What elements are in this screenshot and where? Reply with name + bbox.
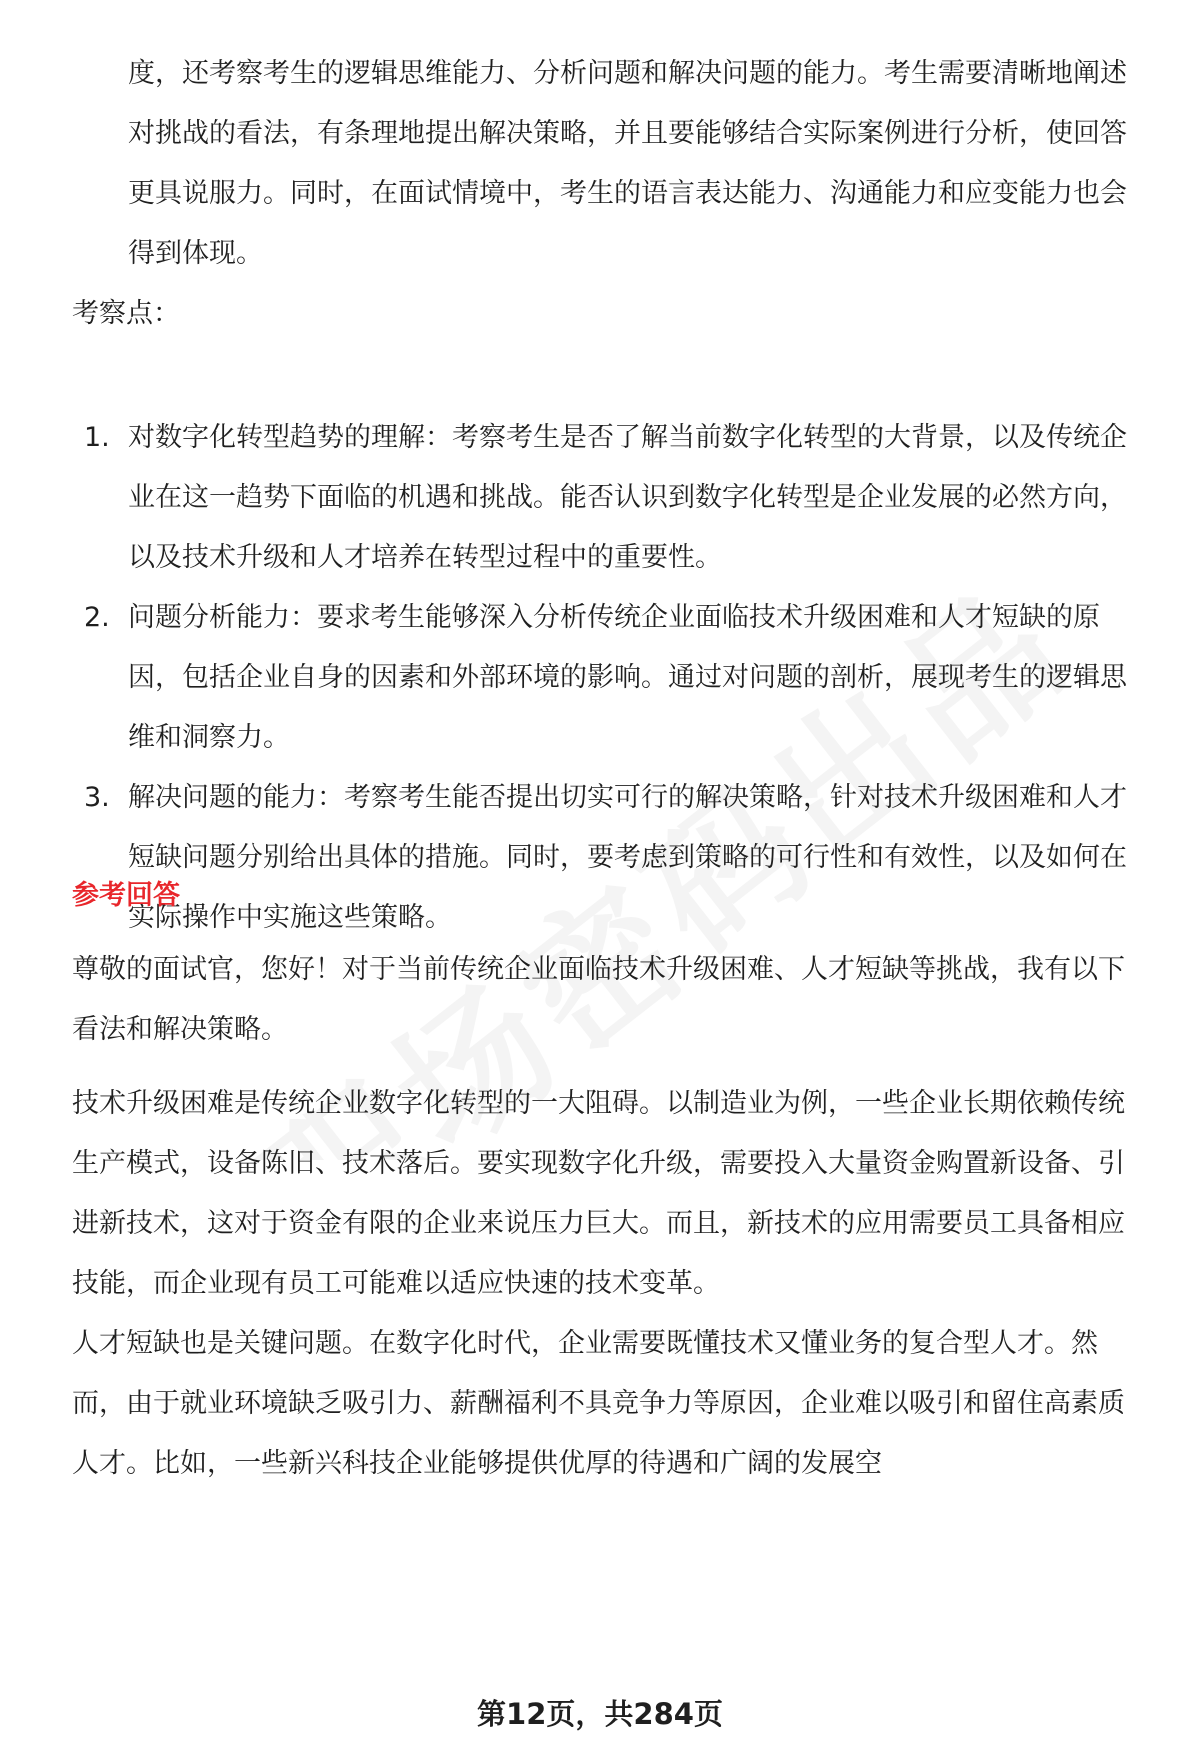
points-heading: 考察点： [72,298,180,329]
intro-continuation: 度，还考察考生的逻辑思维能力、分析问题和解决问题的能力。考生需要清晰地阐述对挑战的看法，有条理地提出解决策略，并且要能够结合实际案例进行分析，使回答更具说服力。同时，在面试情境中，考生的语言表达能力、沟通能力和应变能力也会得到体现。 [128,58,1127,269]
answer-heading: 参考回答 [72,880,180,911]
list-text: 对数字化转型趋势的理解：考察考生是否了解当前数字化转型的大背景，以及传统企业在这一趋势下面临的机遇和挑战。能否认识到数字化转型是企业发展的必然方向，以及技术升级和人才培养在转型过程中的重要性。 [128,422,1127,573]
list-text: 问题分析能力：要求考生能够深入分析传统企业面临技术升级困难和人才短缺的原因，包括企业自身的因素和外部环境的影响。通过对问题的剖析，展现考生的逻辑思维和洞察力。 [128,602,1127,753]
points-list [0,408,1200,948]
list-number: 2. [84,602,110,633]
list-number: 3. [84,782,110,813]
answer-paragraph: 技术升级困难是传统企业数字化转型的一大阻碍。以制造业为例，一些企业长期依赖传统生产模式，设备陈旧、技术落后。要实现数字化升级，需要投入大量资金购置新设备、引进新技术，这对于资金有限的企业来说压力巨大。而且，新技术的应用需要员工具备相应技能，而企业现有员工可能难以适应快速的技术变革。 [72,1088,1125,1299]
page-footer: 第12页，共284页 [477,1697,723,1731]
list-text: 解决问题的能力：考察考生能否提出切实可行的解决策略，针对技术升级困难和人才短缺问题分别给出具体的措施。同时，要考虑到策略的可行性和有效性，以及如何在实际操作中实施这些策略。 [128,782,1127,933]
answer-paragraph: 尊敬的面试官，您好！对于当前传统企业面临技术升级困难、人才短缺等挑战，我有以下看法和解决策略。 [72,954,1125,1045]
list-number: 1. [84,422,110,453]
list-item [0,408,1200,588]
list-item [0,588,1200,768]
list-item [0,768,1200,948]
answer-paragraph: 人才短缺也是关键问题。在数字化时代，企业需要既懂技术又懂业务的复合型人才。然而，由于就业环境缺乏吸引力、薪酬福利不具竞争力等原因，企业难以吸引和留住高素质人才。比如，一些新兴科技企业能够提供优厚的待遇和广阔的发展空 [72,1328,1125,1479]
